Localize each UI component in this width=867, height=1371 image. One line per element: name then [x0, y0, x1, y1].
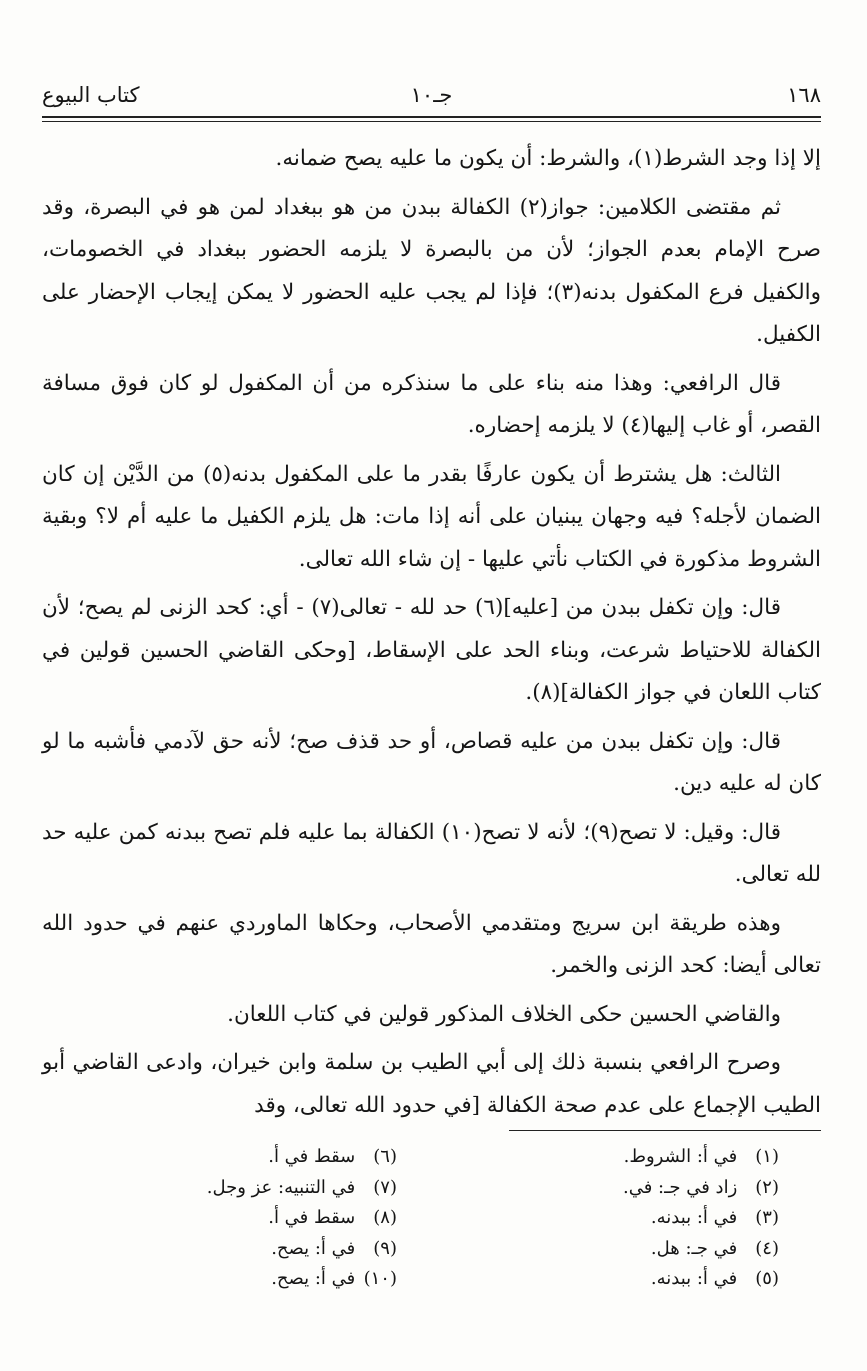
- footnote-number: (٩): [373, 1237, 397, 1259]
- footnote-number: (٨): [373, 1207, 397, 1228]
- paragraph: قال: وإن تكفل ببدن من عليه قصاص، أو حد قذف صح؛ لأنه حق لآدمي فأشبه ما لو كان له عليه دين.: [42, 728, 821, 796]
- footnote-item: [449, 1234, 779, 1265]
- footnote-text: زاد في جـ: في.: [622, 1176, 738, 1198]
- footnote-item: [37, 1173, 397, 1204]
- footnote-text: في جـ: هل.: [650, 1237, 738, 1259]
- header-rule-thin: [42, 121, 821, 122]
- header-rule-thick: [42, 116, 821, 118]
- footnote-text: في أ: ببدنه.: [650, 1268, 738, 1289]
- footnote-number: (٦): [373, 1146, 397, 1167]
- footnote-item: [449, 1264, 779, 1295]
- paragraph: قال: وإن تكفل ببدن من [عليه](٦) حد لله - تعالى(٧) - أي: كحد الزنى لم يصح؛ لأن الكفالة للاحتياط شرعت، وبناء الحد على الإسقاط، [وحكى القاضي الحسين قولين في كتاب اللعان في جواز الكفالة](٨).: [42, 595, 821, 705]
- footnote-item: [449, 1173, 779, 1204]
- footnote-text: في أ: يصح.: [271, 1237, 356, 1259]
- page-number: ١٦٨: [787, 83, 821, 107]
- main-text: [42, 138, 821, 1133]
- footnote-text: في أ: يصح.: [271, 1268, 356, 1289]
- footnote-text: في أ: الشروط.: [623, 1146, 738, 1167]
- footnote-text: في أ: ببدنه.: [650, 1207, 738, 1228]
- paragraph: وصرح الرافعي بنسبة ذلك إلى أبي الطيب بن سلمة وابن خيران، وادعى القاضي أبو الطيب الإجماع على عدم صحة الكفالة [في حدود الله تعالى، وقد: [42, 1050, 821, 1118]
- paragraph: الثالث: هل يشترط أن يكون عارفًا بقدر ما على المكفول بدنه(٥) من الدَّيْن إن كان الضمان لأجله؟ فيه وجهان يبنيان على أنه إذا مات: هل يلزم الكفيل ما عليه أم لا؟ وبقية الشروط مذكورة في الكتاب نأتي عليها - إن شاء الله تعالى.: [42, 461, 821, 572]
- footnote-item: [449, 1203, 779, 1234]
- running-header: [42, 80, 821, 110]
- footnote-number: (٢): [755, 1176, 779, 1198]
- footnote-item: [37, 1203, 397, 1234]
- paragraph: قال: وقيل: لا تصح(٩)؛ لأنه لا تصح(١٠) الكفالة بما عليه فلم تصح ببدنه كمن عليه حد لله تعالى.: [42, 819, 821, 887]
- footnote-item: [449, 1142, 779, 1173]
- footnote-item: [37, 1234, 397, 1265]
- footnote-rule: [509, 1130, 821, 1131]
- footnote-text: سقط في أ.: [268, 1207, 356, 1228]
- footnote-number: (٥): [755, 1268, 779, 1289]
- footnote-text: في التنبيه: عز وجل.: [206, 1176, 356, 1198]
- footnote-item: [37, 1142, 397, 1173]
- footnote-item: [37, 1264, 397, 1295]
- footnotes-column-right: [449, 1142, 779, 1295]
- footnote-number: (٣): [755, 1207, 779, 1228]
- paragraph: ثم مقتضى الكلامين: جواز(٢) الكفالة ببدن من هو ببغداد لمن هو في البصرة، وقد صرح الإمام بعدم الجواز؛ لأن من بالبصرة لا يلزمه الحضور ببغداد في الخصومات، والكفيل فرع المكفول بدنه(٣)؛ فإذا لم يجب عليه الحضور لا يمكن إيجاب الإحضار على الكفيل.: [42, 194, 821, 347]
- footnote-number: (١٠): [363, 1268, 397, 1289]
- volume-label: جـ١٠: [410, 83, 453, 107]
- paragraph: والقاضي الحسين حكى الخلاف المذكور قولين في كتاب اللعان.: [227, 1001, 781, 1027]
- paragraph: قال الرافعي: وهذا منه بناء على ما سنذكره من أن المكفول لو كان فوق مسافة القصر، أو غاب إليها(٤) لا يلزمه إحضاره.: [42, 370, 821, 438]
- footnotes-column-left: [37, 1142, 397, 1295]
- paragraph: وهذه طريقة ابن سريج ومتقدمي الأصحاب، وحكاها الماوردي عنهم في حدود الله تعالى أيضا: كحد الزنى والخمر.: [42, 910, 821, 978]
- footnote-number: (٧): [373, 1176, 397, 1198]
- paragraph: إلا إذا وجد الشرط(١)، والشرط: أن يكون ما عليه يصح ضمانه.: [275, 146, 821, 171]
- book-title: كتاب البيوع: [42, 83, 140, 107]
- footnote-text: سقط في أ.: [268, 1146, 356, 1167]
- footnote-number: (١): [755, 1146, 779, 1167]
- footnote-number: (٤): [755, 1237, 779, 1259]
